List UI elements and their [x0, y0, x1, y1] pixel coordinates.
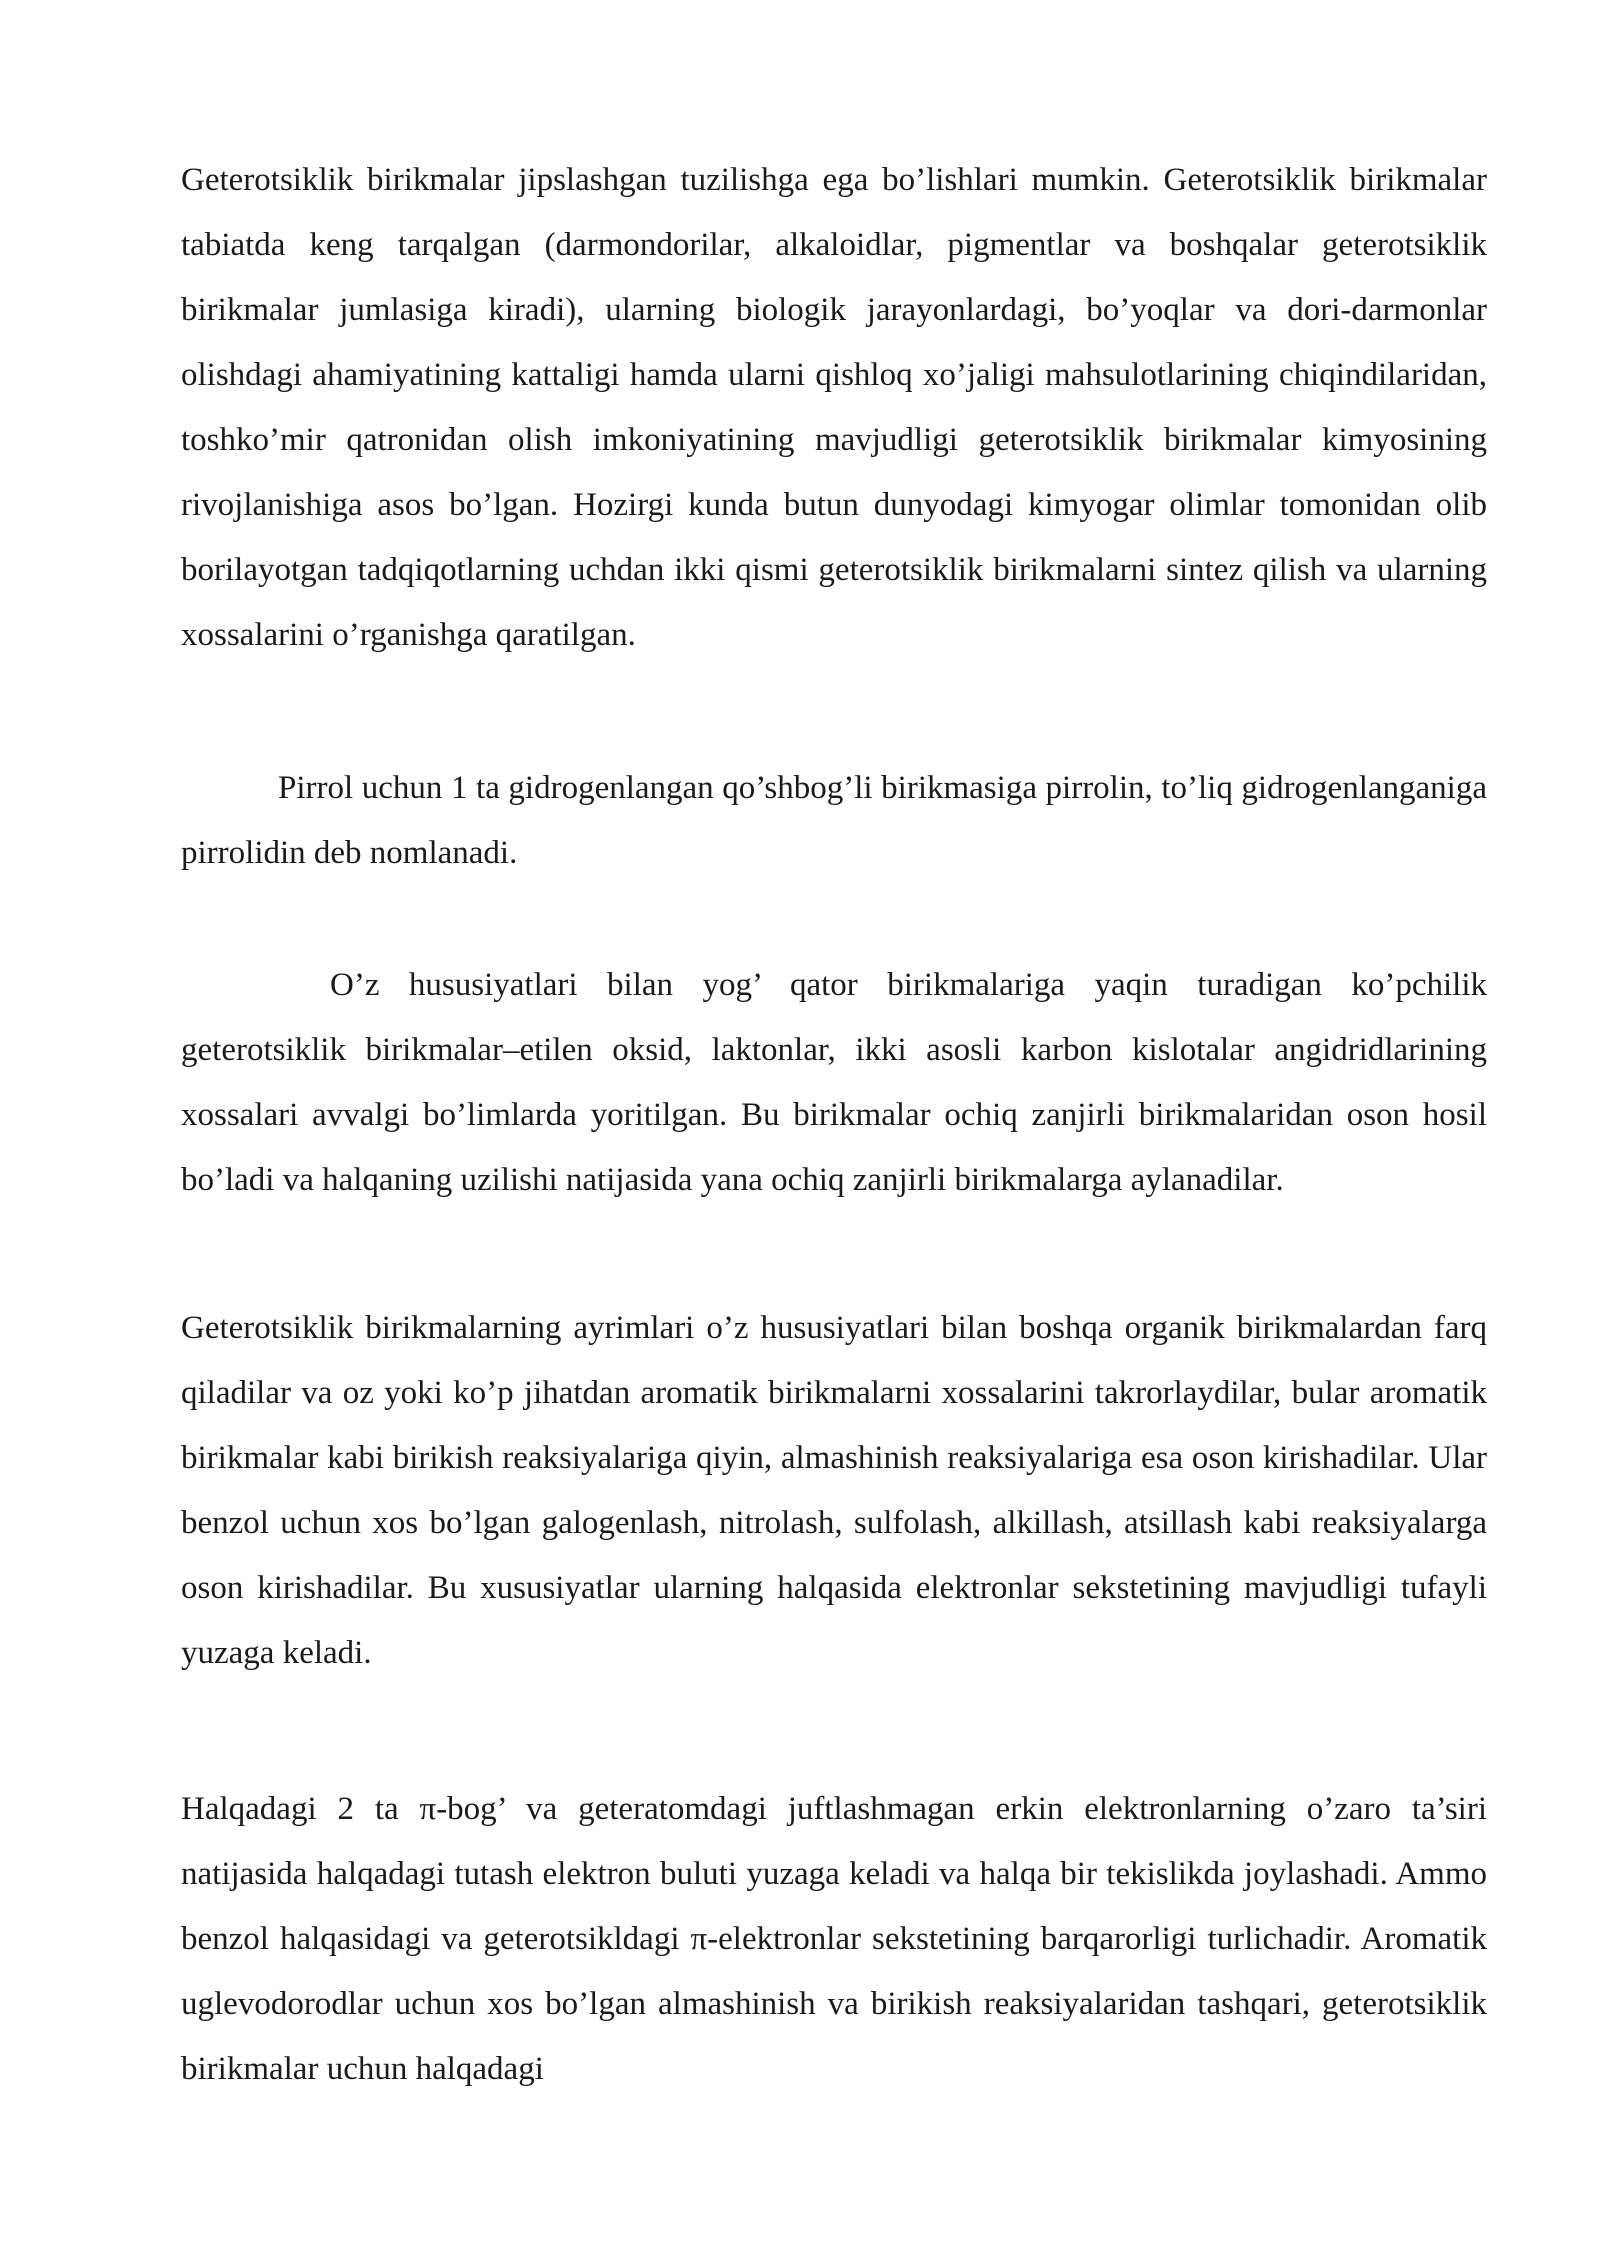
- paragraph-heterocyclic-overview: Geterotsiklik birikmalar jipslashgan tuzilishga ega bo’lishlari mumkin. Geterotsiklik birikmalar tabiatda keng tarqalgan (darmondorilar, alkaloidlar, pigmentlar va boshqalar geterotsiklik birikmalar jumlasiga kiradi), ularning biologik jarayonlardagi, bo’yoqlar va dori-darmonlar olishdagi ahamiyatining kattaligi hamda ularni qishloq xo’jaligi mahsulotlarining chiqindilaridan, toshko’mir qatronidan olish imkoniyatining mavjudligi geterotsiklik birikmalar kimyosining rivojlanishiga asos bo’lgan. Hozirgi kunda butun dunyodagi kimyogar olimlar tomonidan olib borilayotgan tadqiqotlarning uchdan ikki qismi geterotsiklik birikmalarni sintez qilish va ularning xossalarini o’rganishga qaratilgan.: [181, 162, 1487, 653]
- paragraph-pyrrole-hydrogenation: Pirrol uchun 1 ta gidrogenlangan qo’shbog’li birikmasiga pirrolin, to’liq gidrogenlanganiga pirrolidin deb nomlanadi.: [181, 770, 1487, 871]
- paragraph-aliphatic-like-heterocycles: O’z hususiyatlari bilan yog’ qator birikmalariga yaqin turadigan ko’pchilik geterotsiklik birikmalar–etilen oksid, laktonlar, ikki asosli karbon kislotalar angidridlarining xossalari avvalgi bo’limlarda yoritilgan. Bu birikmalar ochiq zanjirli birikmalaridan oson hosil bo’ladi va halqaning uzilishi natijasida yana ochiq zanjirli birikmalarga aylanadilar.: [181, 967, 1487, 1198]
- paragraph-aromatic-properties: Geterotsiklik birikmalarning ayrimlari o’z hususiyatlari bilan boshqa organik birikmalardan farq qiladilar va oz yoki ko’p jihatdan aromatik birikmalarni xossalarini takrorlaydilar, bular aromatik birikmalar kabi birikish reaksiyalariga qiyin, almashinish reaksiyalariga esa oson kirishadilar. Ular benzol uchun xos bo’lgan galogenlash, nitrolash, sulfolash, alkillash, atsillash kabi reaksiyalarga oson kirishadilar. Bu xususiyatlar ularning halqasida elektronlar sekstetining mavjudligi tufayli yuzaga keladi.: [181, 1310, 1487, 1671]
- paragraph-pi-electron-sextet: Halqadagi 2 ta π-bog’ va geteratomdagi juftlashmagan erkin elektronlarning o’zaro ta’siri natijasida halqadagi tutash elektron buluti yuzaga keladi va halqa bir tekislikda joylashadi. Ammo benzol halqasidagi va geterotsikldagi π-elektronlar sekstetining barqarorligi turlichadir. Aromatik uglevodorodlar uchun xos bo’lgan almashinish va birikish reaksiyalaridan tashqari, geterotsiklik birikmalar uchun halqadagi: [181, 1791, 1487, 2087]
